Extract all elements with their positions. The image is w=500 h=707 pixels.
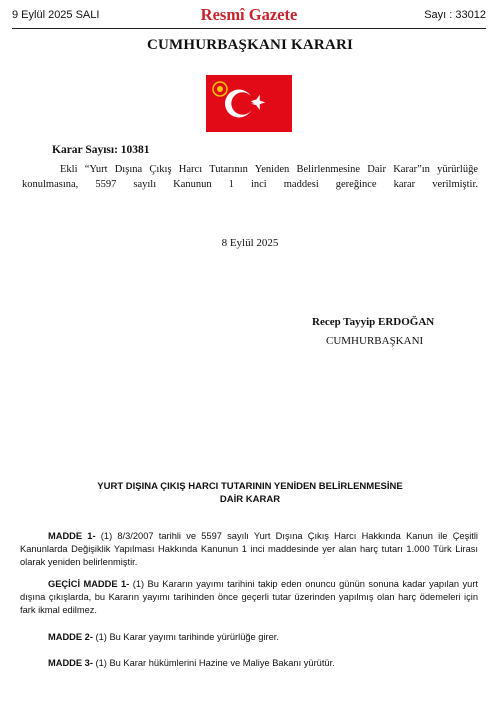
regulation-title: [20, 480, 480, 506]
article-3-text: (1) Bu Karar hükümlerini Hazine ve Maliye Bakanı yürütür.: [92, 658, 335, 668]
article-2: [20, 631, 478, 644]
temporary-article-1: [20, 578, 478, 617]
regulation-title-line-1: YURT DIŞINA ÇIKIŞ HARCI TUTARININ YENİDEN BELİRLENMESİNE: [97, 481, 403, 492]
issue-number: Sayı : 33012: [424, 9, 486, 21]
decree-date: 8 Eylül 2025: [221, 237, 279, 249]
article-1: [20, 530, 478, 569]
page-heading: CUMHURBAŞKANI KARARI: [146, 37, 354, 53]
gazette-header: [12, 6, 486, 26]
signer-title: CUMHURBAŞKANI: [326, 335, 424, 347]
regulation-title-line-2: DAİR KARAR: [219, 494, 281, 505]
article-3: [20, 657, 478, 670]
signer-name: Recep Tayyip ERDOĞAN: [312, 316, 435, 328]
temporary-article-1-lead: GEÇİCİ MADDE 1-: [48, 579, 130, 589]
article-3-lead: MADDE 3-: [48, 658, 93, 668]
issue-date: 9 Eylül 2025 SALI: [12, 9, 100, 21]
turkish-flag-icon: [206, 75, 292, 132]
article-1-text: (1) 8/3/2007 tarihli ve 5597 sayılı Yurt Dışına Çıkış Harcı Hakkında Kanun ile Çeşitli Kanunlarda Değişiklik Yapılması Hakkında Kanunun 1 inci maddesinde yer alan harç tutarı 1.000 Türk Lirası olarak yeniden belirlenmiştir.: [20, 531, 479, 567]
decree-number: Karar Sayısı: 10381: [52, 144, 150, 156]
temporary-article-1-text: (1) Bu Kararın yayımı tarihini takip eden onuncu günün sonuna kadar yapılan yurt dışına çıkışlarda, bu Kararın yayımı tarihinden önce geçerli tutar üzerinden yapılmış olan harç ödemeleri için fark ikmal edilmez.: [20, 579, 478, 615]
gazette-title: Resmî Gazete: [200, 5, 298, 24]
decree-intro: [22, 163, 478, 192]
header-divider: [12, 28, 486, 29]
article-2-lead: MADDE 2-: [48, 632, 93, 642]
decree-intro-text: Ekli “Yurt Dışına Çıkış Harcı Tutarının Yeniden Belirlenmesine Dair Karar”ın yürürlüğe konulmasına, 5597 sayılı Kanunun 1 inci maddesi gereğince karar verilmiştir.: [22, 164, 478, 190]
article-1-lead: MADDE 1-: [48, 531, 96, 541]
article-2-text: (1) Bu Karar yayımı tarihinde yürürlüğe girer.: [92, 632, 279, 642]
